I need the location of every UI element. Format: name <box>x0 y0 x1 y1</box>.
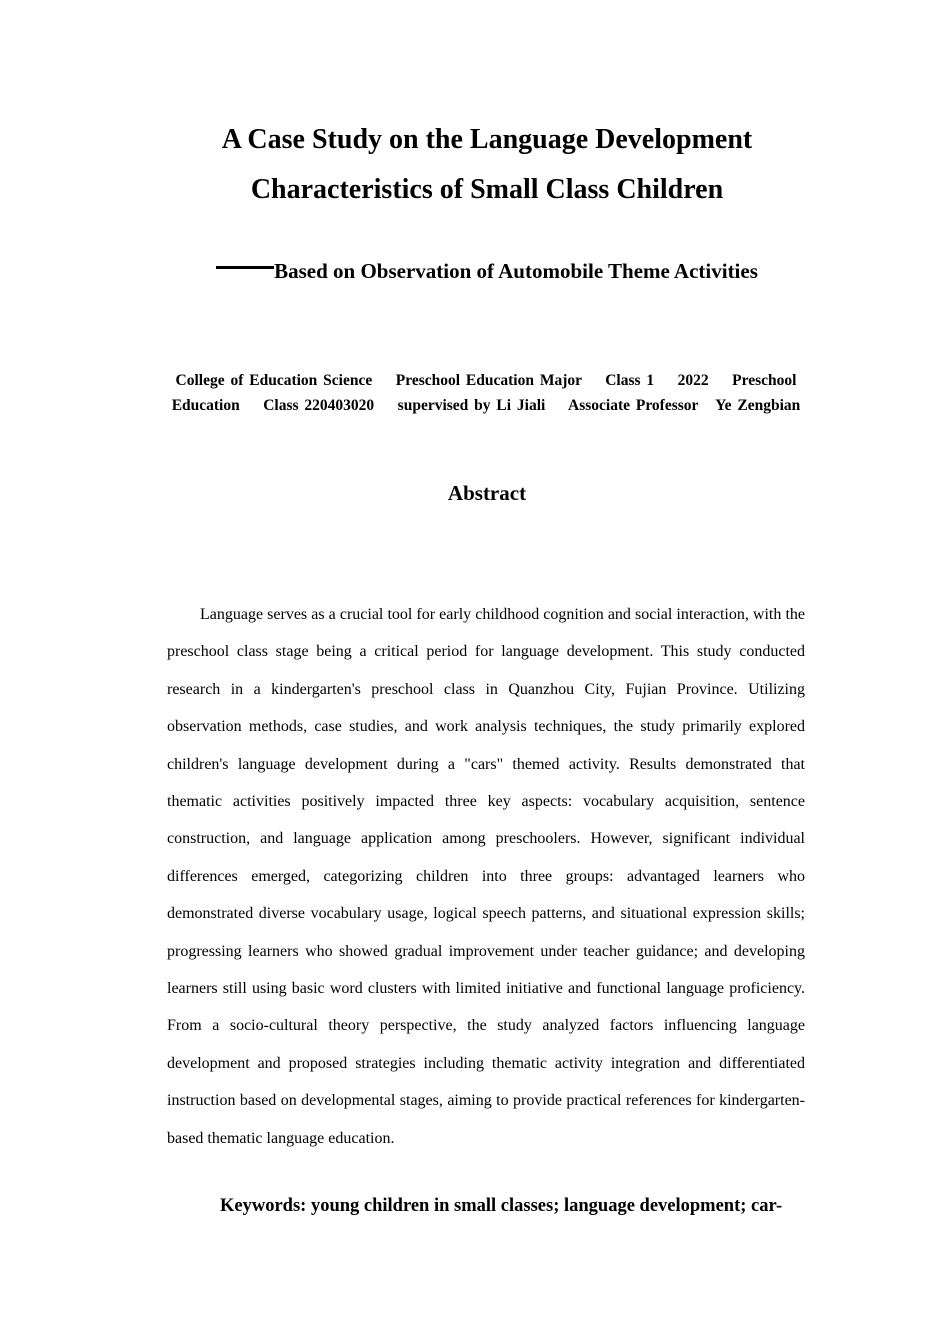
paper-title <box>120 115 854 215</box>
affiliation-line-1: College of Education Science Preschool Education Major Class 1 2022 Preschool <box>175 372 797 389</box>
paper-subtitle-text: Based on Observation of Automobile Theme Activities <box>274 259 758 283</box>
author-affiliation <box>166 368 806 418</box>
paper-title-line-2: Characteristics of Small Class Children <box>250 174 724 205</box>
keywords: Keywords: young children in small classes; language development; car- <box>220 1196 783 1216</box>
abstract-body: Language serves as a crucial tool for early childhood cognition and social interaction, with the preschool class stage being a critical period for language development. This study conducted research in a kindergarten's preschool class in Quanzhou City, Fujian Province. Utilizing observation methods, case studies, and work analysis techniques, the study primarily explored children's language development during a "cars" themed activity. Results demonstrated that thematic activities positively impacted three key aspects: vocabulary acquisition, sentence construction, and language application among preschoolers. However, significant individual differences emerged, categorizing children into three groups: advantaged learners who demonstrated diverse vocabulary usage, logical speech patterns, and situational expression skills; progressing learners who showed gradual improvement under teacher guidance; and developing learners still using basic word clusters with limited initiative and functional language proficiency. From a socio-cultural theory perspective, the study analyzed factors influencing language development and proposed strategies including thematic activity integration and differentiated instruction based on developmental stages, aiming to provide practical references for kindergarten-based thematic language education. <box>167 606 805 1147</box>
affiliation-line-2: Education Class 220403020 supervised by Li Jiali Associate Professor Ye Zengbian <box>171 397 801 414</box>
abstract-heading: Abstract <box>447 481 527 505</box>
paper-subtitle <box>120 256 854 286</box>
paper-title-line-1: A Case Study on the Language Development <box>221 124 753 155</box>
em-dash-rule <box>216 266 274 269</box>
